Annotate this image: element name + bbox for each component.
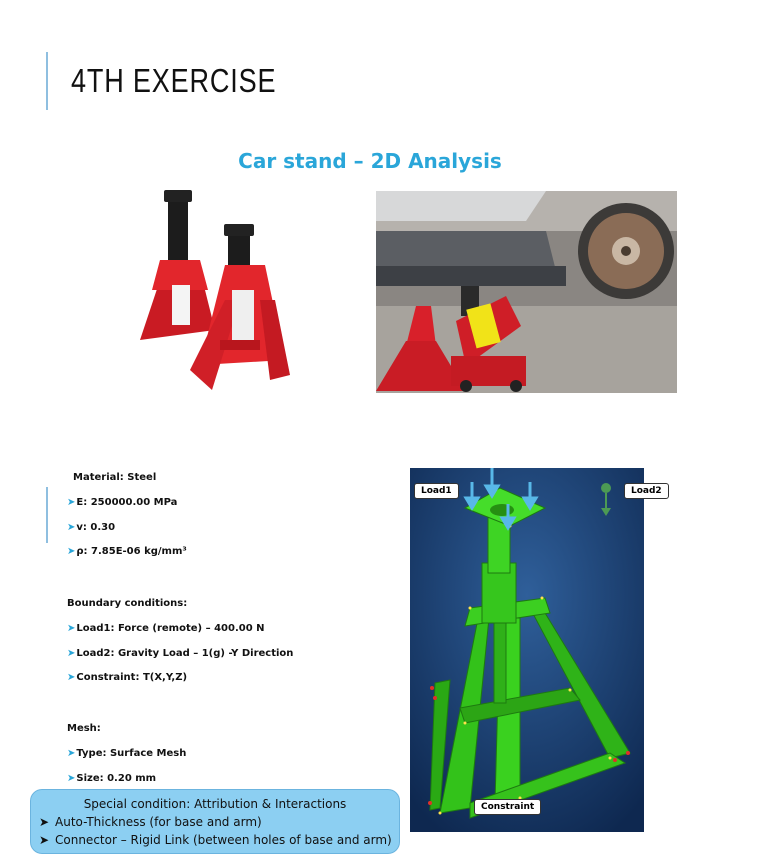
slide-title: 4TH EXERCISE: [71, 62, 277, 99]
fea-model-view: [410, 468, 662, 832]
boundary-item: ➤Load1: Force (remote) – 400.00 N: [67, 623, 265, 634]
boundary-heading: Boundary conditions:: [67, 598, 188, 609]
mesh-item: ➤Size: 0.20 mm: [67, 773, 157, 784]
bullet-arrow-icon: ➤: [67, 648, 76, 659]
material-item: ➤E: 250000.00 MPa: [67, 497, 178, 508]
special-condition-callout: [30, 789, 400, 854]
bullet-arrow-icon: ➤: [67, 623, 76, 634]
load1-label: Load1: [414, 483, 459, 499]
callout-item: ➤ Auto-Thickness (for base and arm): [39, 815, 262, 829]
boundary-item: ➤Load2: Gravity Load – 1(g) -Y Direction: [67, 648, 294, 659]
mesh-item: ➤Type: Surface Mesh: [67, 748, 187, 759]
title-accent-bar: [46, 52, 48, 110]
load2-label: Load2: [624, 483, 669, 499]
bullet-arrow-icon: ➤: [67, 773, 76, 784]
callout-title: Special condition: Attribution & Interactions: [83, 797, 347, 811]
car-on-stands-photo: [376, 191, 677, 393]
bullet-arrow-icon: ➤: [39, 815, 50, 829]
content-accent-bar: [46, 487, 48, 543]
slide-subtitle: Car stand – 2D Analysis: [238, 149, 502, 173]
fea-model-graphic: [410, 468, 644, 832]
bullet-arrow-icon: ➤: [39, 833, 50, 847]
bullet-arrow-icon: ➤: [67, 672, 76, 683]
mesh-heading: Mesh:: [67, 723, 101, 734]
callout-item: ➤ Connector – Rigid Link (between holes of base and arm): [39, 833, 392, 847]
material-item: ➤ρ: 7.85E-06 kg/mm³: [67, 546, 187, 557]
bullet-arrow-icon: ➤: [67, 546, 76, 557]
material-item: ➤v: 0.30: [67, 522, 116, 533]
jack-stands-photo: [130, 190, 325, 395]
constraint-label: Constraint: [474, 799, 541, 815]
bullet-arrow-icon: ➤: [67, 522, 76, 533]
boundary-item: ➤Constraint: T(X,Y,Z): [67, 672, 188, 683]
material-heading: Material: Steel: [73, 472, 157, 483]
bullet-arrow-icon: ➤: [67, 748, 76, 759]
bullet-arrow-icon: ➤: [67, 497, 76, 508]
